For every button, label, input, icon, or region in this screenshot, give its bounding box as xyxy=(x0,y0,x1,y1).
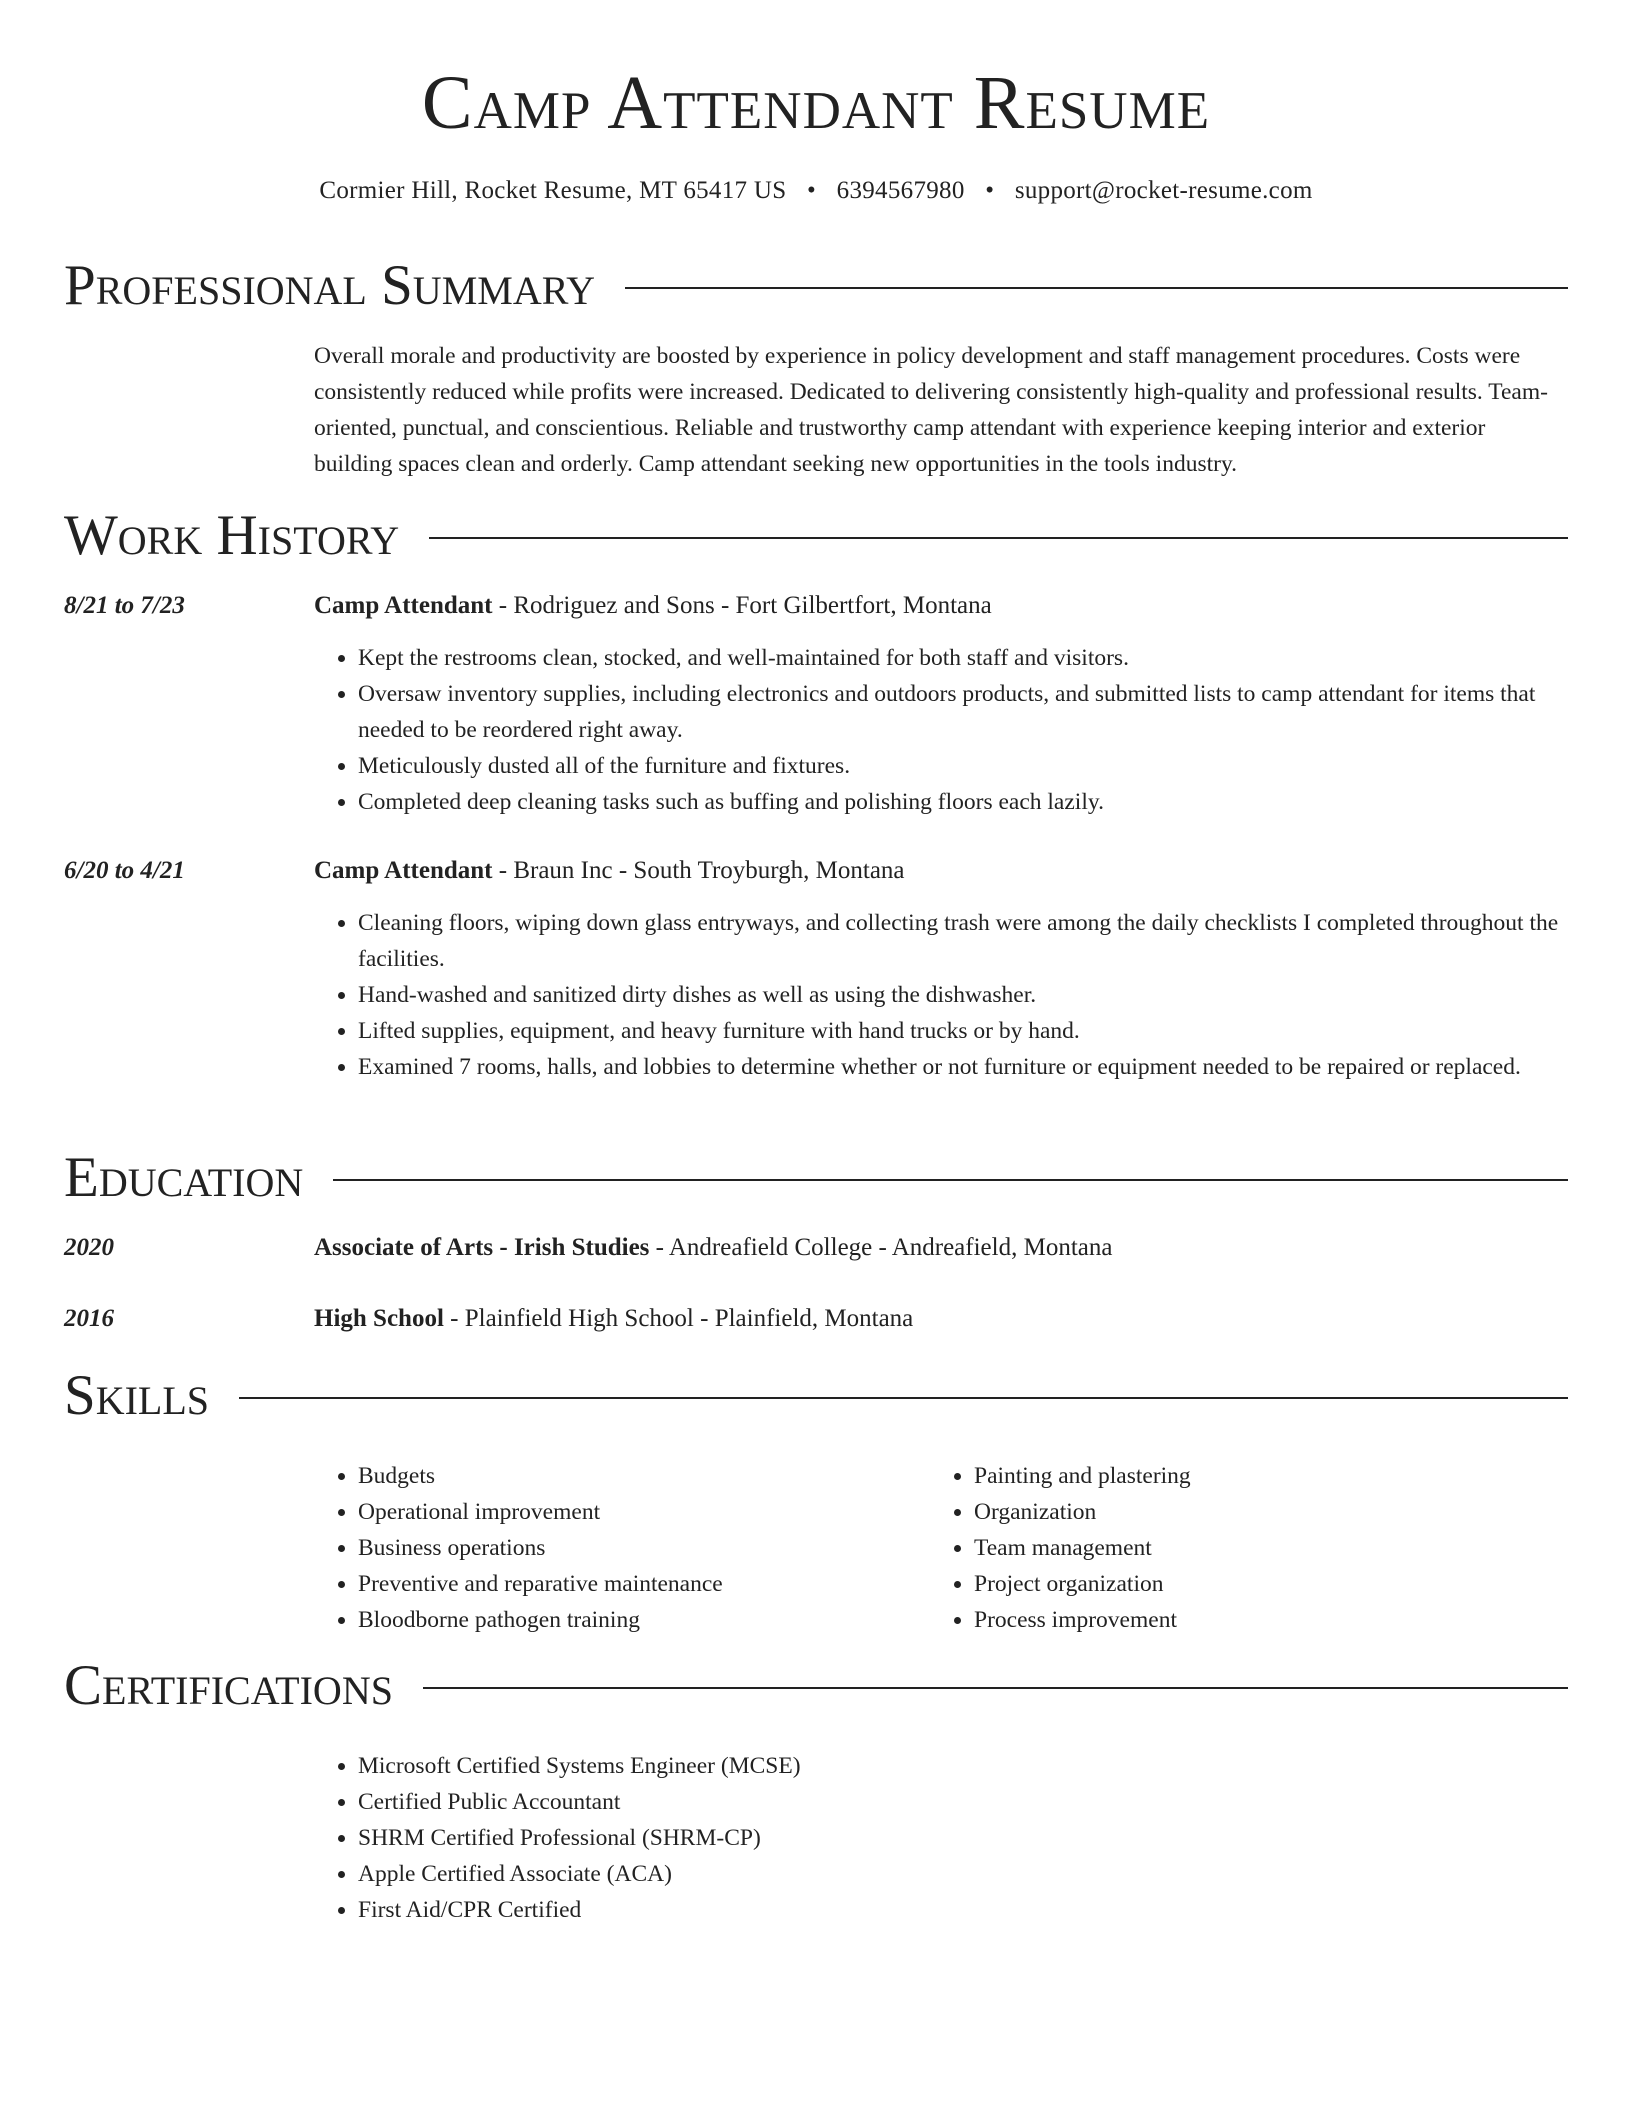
job-bullet: • Lifted supplies, equipment, and heavy furniture with hand trucks or by hand. xyxy=(358,1013,1568,1049)
contact-email: support@rocket-resume.com xyxy=(1014,177,1313,204)
skills-column-left xyxy=(314,1458,930,1638)
section-header-summary xyxy=(64,254,1568,318)
contact-line xyxy=(0,174,1632,208)
section-header-work xyxy=(64,504,1568,568)
certification-item: • SHRM Certified Professional (SHRM-CP) xyxy=(358,1820,1568,1856)
job-dates: 8/21 to 7/23 xyxy=(64,592,185,619)
education-heading xyxy=(314,1301,1568,1337)
skill-item: • Painting and plastering xyxy=(974,1458,1546,1494)
job-dates: 6/20 to 4/21 xyxy=(64,857,185,884)
job-details: - Braun Inc - South Troyburgh, Montana xyxy=(492,857,905,884)
job-bullets xyxy=(314,905,1568,1085)
job-heading xyxy=(314,853,1568,889)
section-title-summary: Professional Summary xyxy=(64,254,596,317)
resume-title: Camp Attendant Resume xyxy=(421,61,1211,145)
job-title: Camp Attendant xyxy=(314,592,493,619)
job-bullet: • Kept the restrooms clean, stocked, and well-maintained for both staff and visitors. xyxy=(358,640,1568,676)
skill-item: • Preventive and reparative maintenance xyxy=(358,1566,930,1602)
job-bullets xyxy=(314,640,1568,820)
section-header-certifications xyxy=(64,1654,1568,1718)
skill-item: • Process improvement xyxy=(974,1602,1546,1638)
skills-column-right xyxy=(930,1458,1546,1638)
contact-phone: 6394567980 xyxy=(836,177,965,204)
skill-item: • Team management xyxy=(974,1530,1546,1566)
job-details: - Rodriguez and Sons - Fort Gilbertfort, Montana xyxy=(492,592,992,619)
section-title-education: Education xyxy=(64,1146,304,1209)
education-heading xyxy=(314,1230,1568,1266)
skills-list xyxy=(314,1458,1568,1638)
section-divider xyxy=(625,287,1568,289)
education-details: - Plainfield High School - Plainfield, Montana xyxy=(443,1305,914,1332)
education-degree: Associate of Arts - Irish Studies xyxy=(314,1234,650,1261)
certification-item: • First Aid/CPR Certified xyxy=(358,1892,1568,1928)
education-year: 2016 xyxy=(64,1305,114,1332)
certification-item: • Certified Public Accountant xyxy=(358,1784,1568,1820)
skill-item: • Organization xyxy=(974,1494,1546,1530)
contact-address: Cormier Hill, Rocket Resume, MT 65417 US xyxy=(319,177,787,204)
job-bullet: • Cleaning floors, wiping down glass entryways, and collecting trash were among the daily checklists I completed throughout the facilities. xyxy=(358,905,1568,977)
section-divider xyxy=(429,537,1568,539)
section-divider xyxy=(423,1687,1568,1689)
section-header-skills xyxy=(64,1364,1568,1428)
certification-item: • Microsoft Certified Systems Engineer (MCSE) xyxy=(358,1748,1568,1784)
certifications-list xyxy=(314,1748,1568,1928)
section-title-certifications: Certifications xyxy=(64,1654,393,1717)
job-title: Camp Attendant xyxy=(314,857,493,884)
summary-text: Overall morale and productivity are boosted by experience in policy development and staff management procedures. Costs were consistently reduced while profits were increased. Dedicated to delivering consistently high-quality and professional results. Team-oriented, punctual, and conscientious. Reliable and trustworthy camp attendant with experience keeping interior and exterior building spaces clean and orderly. Camp attendant seeking new opportunities in the tools industry. xyxy=(314,343,1548,477)
contact-separator: • xyxy=(985,177,995,204)
section-divider xyxy=(333,1179,1568,1181)
job-heading xyxy=(314,588,1568,624)
contact-separator: • xyxy=(807,177,817,204)
education-year: 2020 xyxy=(64,1234,114,1261)
job-bullet: • Examined 7 rooms, halls, and lobbies to determine whether or not furniture or equipment needed to be repaired or replaced. xyxy=(358,1049,1568,1085)
education-degree: High School xyxy=(314,1305,444,1332)
skill-item: • Project organization xyxy=(974,1566,1546,1602)
job-bullet: • Meticulously dusted all of the furniture and fixtures. xyxy=(358,748,1568,784)
skill-item: • Bloodborne pathogen training xyxy=(358,1602,930,1638)
skill-item: • Business operations xyxy=(358,1530,930,1566)
skill-item: • Operational improvement xyxy=(358,1494,930,1530)
education-details: - Andreafield College - Andreafield, Montana xyxy=(649,1234,1113,1261)
job-bullet: • Oversaw inventory supplies, including electronics and outdoors products, and submitted lists to camp attendant for items that needed to be reordered right away. xyxy=(358,676,1568,748)
section-title-work: Work History xyxy=(64,504,400,567)
section-title-skills: Skills xyxy=(64,1364,210,1427)
job-bullet: • Hand-washed and sanitized dirty dishes as well as using the dishwasher. xyxy=(358,977,1568,1013)
section-header-education xyxy=(64,1146,1568,1210)
job-bullet: • Completed deep cleaning tasks such as buffing and polishing floors each lazily. xyxy=(358,784,1568,820)
certification-item: • Apple Certified Associate (ACA) xyxy=(358,1856,1568,1892)
skill-item: • Budgets xyxy=(358,1458,930,1494)
section-divider xyxy=(239,1397,1568,1399)
